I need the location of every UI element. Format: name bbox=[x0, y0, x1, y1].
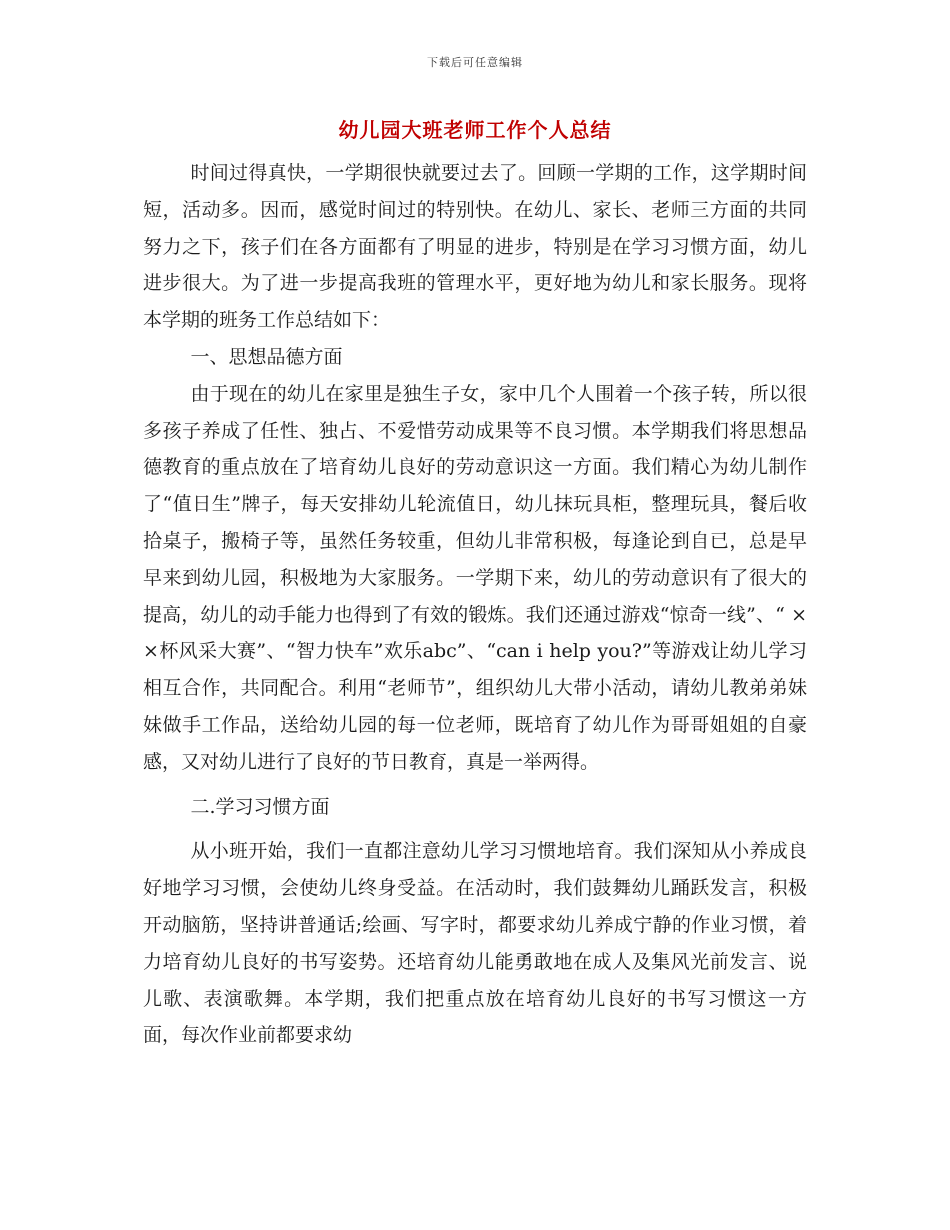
document-title: 幼儿园大班老师工作个人总结 bbox=[338, 118, 612, 142]
intro-paragraph: 时间过得真快，一学期很快就要过去了。回顾一学期的工作，这学期时间短，活动多。因而，感觉时间过的特别快。在幼儿、家长、老师三方面的共同努力之下，孩子们在各方面都有了明显的进步，特别是在学习习惯方面，幼儿进步很大。为了进一步提高我班的管理水平，更好地为幼儿和家长服务。现将本学期的班务工作总结如下： bbox=[143, 162, 807, 332]
study-paragraph: 从小班开始，我们一直都注意幼儿学习习惯地培育。我们深知从小养成良好地学习习惯，会使幼儿终身受益。在活动时，我们鼓舞幼儿踊跃发言，积极开动脑筋，坚持讲普通话;绘画、写字时，都要求幼儿养成宁静的作业习惯，着力培育幼儿良好的书写姿势。还培育幼儿能勇敢地在成人及集风光前发言、说儿歌、表演歌舞。本学期，我们把重点放在培育幼儿良好的书写习惯这一方面，每次作业前都要求幼 bbox=[143, 840, 807, 1047]
section-heading-moral: 一、思想品德方面 bbox=[190, 345, 343, 368]
section-gap bbox=[143, 781, 807, 789]
moral-paragraph: 由于现在的幼儿在家里是独生子女，家中几个人围着一个孩子转，所以很多孩子养成了任性、独占、不爱惜劳动成果等不良习惯。本学期我们将思想品德教育的重点放在了培育幼儿良好的劳动意识这一方面。我们精心为幼儿制作了“值日生”牌子，每天安排幼儿轮流值日，幼儿抹玩具柜，整理玩具，餐后收拾桌子，搬椅子等，虽然任务较重，但幼儿非常积极，每逢论到自已，总是早早来到幼儿园，积极地为大家服务。一学期下来，幼儿的劳动意识有了很大的提高，幼儿的动手能力也得到了有效的锻炼。我们还通过游戏“惊奇一线”、“ ××杯风采大赛”、“智力快车”欢乐abc”、“can i help you?”等游戏让幼儿学习相互合作，共同配合。利用“老师节”，组织幼儿大带小活动，请幼儿教弟弟妹妹做手工作品，送给幼儿园的每一位老师，既培育了幼儿作为哥哥姐姐的自豪感，又对幼儿进行了良好的节日教育，真是一举两得。 bbox=[143, 382, 807, 773]
header-note: 下载后可任意编辑 bbox=[427, 56, 523, 69]
section-heading-study: 二.学习习惯方面 bbox=[190, 795, 330, 818]
section-gap bbox=[143, 825, 807, 833]
document-body bbox=[143, 155, 807, 1054]
